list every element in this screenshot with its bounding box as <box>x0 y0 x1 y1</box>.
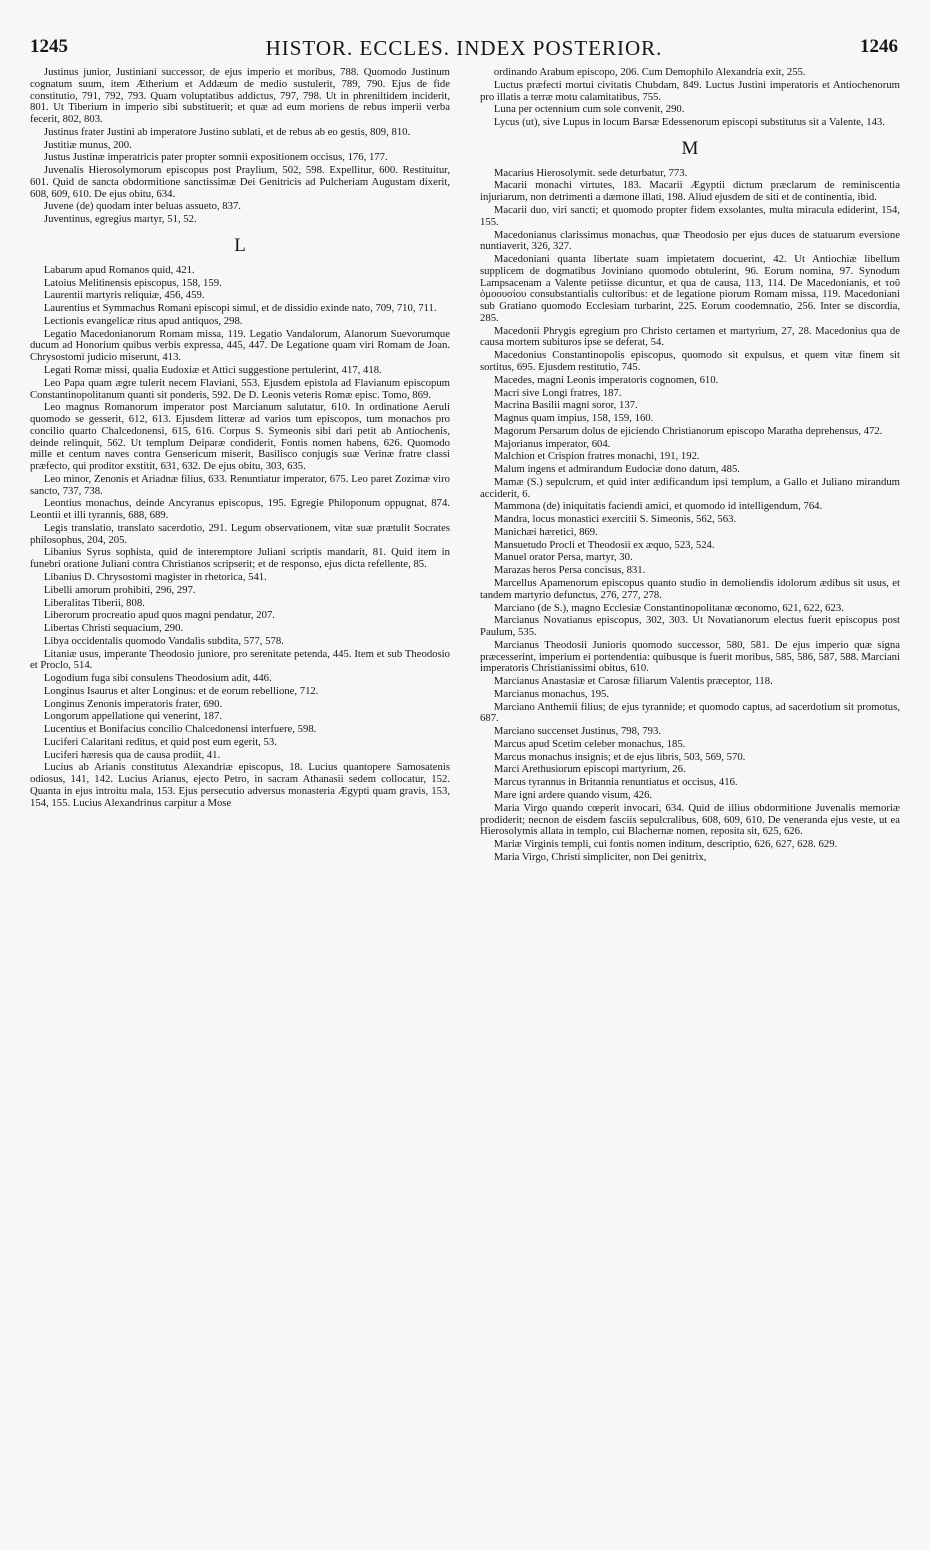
index-entry: Logodium fuga sibi consulens Theodosium adit, 446. <box>43 672 272 685</box>
index-entry: Juventinus, egregius martyr, 51, 52. <box>43 213 197 226</box>
index-entry: Labarum apud Romanos quid, 421. <box>43 263 195 276</box>
index-entry: Marcus apud Scetim celeber monachus, 185. <box>493 737 686 750</box>
index-entry: Mansuetudo Procli et Theodosii ex æquo, 523, 524. <box>493 538 715 551</box>
index-entry: Justitiæ munus, 200. <box>43 138 132 151</box>
index-entry: Longinus Isaurus et alter Longinus: et de eorum rebellione, 712. <box>43 684 319 697</box>
index-entry: Juvenalis Hierosolymorum episcopus post Praylium, 502, 598. Expellitur, 600. Restituitur, 601. Quid de sancta obdormitione sanctissimæ Dei Genitricis ad Pulcheriam Augustam dixerit, 608, 609, 610. De ejus obitu, 634. <box>30 164 450 200</box>
index-entry: Lycus (ut), sive Lupus in locum Barsæ Edessenorum episcopi substitutus sit a Valente, 143. <box>493 116 885 129</box>
index-entry: Luna per octennium cum sole convenit, 290. <box>493 103 685 116</box>
index-entry: Majorianus imperator, 604. <box>493 437 611 450</box>
index-entry: Liberalitas Tiberii, 808. <box>43 596 145 609</box>
index-entry: Marciano succenset Justinus, 798, 793. <box>493 725 662 738</box>
index-entry: Marcianus Anastasiæ et Carosæ filiarum Valentis præceptor, 118. <box>493 675 773 688</box>
index-entry: Mariæ Virginis templi, cui fontis nomen inditum, descriptio, 626, 627, 628. 629. <box>493 838 838 851</box>
index-entry: Magnus quam impius, 158, 159, 160. <box>493 412 654 425</box>
index-entry: Justinus junior, Justiniani successor, de ejus imperio et moribus, 788. Quomodo Justinum cognatum suum, item Ætherium et Addæum de medio sustulerit, 789, 790. Ejus de fide constitutio, 791, 792, 793. Quam voluptatibus addictus, 797, 798. Ut in phreniltidem inciderit, 801. Ut Tiberium in imperio sibi substituerit; et quæ ad eum moriens de rebus imperii verba fecerit, 802, 803. <box>30 66 450 126</box>
index-entry: Leo Papa quam ægre tulerit necem Flaviani, 553. Ejusdem epistola ad Flavianum episcopum Constantinopolitanum quanti sit ponderis, 592. De D. Leonis veteris Romæ episc. Tomo, 869. <box>30 376 450 401</box>
running-header <box>30 36 898 62</box>
index-entry: Marcianus monachus, 195. <box>493 687 610 700</box>
index-entry: Latoius Melitinensis episcopus, 158, 159. <box>43 276 222 289</box>
index-entry: Malchion et Crispion fratres monachi, 191, 192. <box>493 450 700 463</box>
index-entry: Libelli amorum prohibiti, 296, 297. <box>43 583 196 596</box>
index-entry: Macedonius Constantinopolis episcopus, quomodo sit expulsus, et quem vitæ finem sit sortitus, 695. Ejusdem restitutio, 745. <box>480 349 900 373</box>
running-title: HISTOR. ECCLES. INDEX POSTERIOR. <box>265 36 663 60</box>
index-entry: Marci Arethusiorum episcopi martyrium, 26. <box>493 763 686 776</box>
index-entry: Liberorum procreatio apud quos magni pendatur, 207. <box>43 609 275 622</box>
index-entry: Macarii duo, viri sancti; et quomodo propter fidem exsolantes, multa miracula ediderint, 154, 155. <box>480 204 900 228</box>
index-entry: Leontius monachus, deinde Ancyranus episcopus, 195. Egregie Philoponum oppugnat, 874. Leontii et illi tyrannis, 688, 689. <box>30 497 450 522</box>
index-entry: Legatio Macedonianorum Romam missa, 119. Legatio Vandalorum, Alanorum Suevorumque ducum ad Honorium quibus verbis expressa, 445, 447. De Legatione quam viri Romam de Joan. Chrysostomi judicio miserunt, 413. <box>30 327 450 364</box>
index-entry: Litaniæ usus, imperante Theodosio juniore, pro serenitate petenda, 445. Item et sub Theodosio et Proclo, 514. <box>30 647 450 672</box>
index-entry: Lucius ab Arianis constitutus Alexandriæ episcopus, 18. Lucius quantopere Samosatenis odiosus, 141, 142. Lucius Arianus, ejecto Petro, in sacram Athanasii sedem collocatur, 152. Quanta in ejus introitu mala, 153. Ejus persecutio adversus monasteria Ægypti quam gravis, 153, 154, 155. Lucius Alexandrinus carpitur a Mose <box>30 761 450 809</box>
index-entry: Maria Virgo, Christi simpliciter, non Dei genitrix, <box>493 850 707 863</box>
index-entry: Laurentius et Symmachus Romani episcopi simul, et de dissidio exinde nato, 709, 710, 711. <box>43 302 437 315</box>
left-column <box>30 67 450 811</box>
index-entry: Longorum appellatione qui venerint, 187. <box>43 710 222 723</box>
index-entry: Magorum Persarum dolus de ejiciendo Christianorum episcopo Maratha deprehensus, 472. <box>493 424 883 437</box>
index-entry: Libanius Syrus sophista, quid de interemptore Juliani scriptis mandarit, 81. Quid item in funebri oratione Juliani contra Christianos scripserit; et de responso, ejus dicta refellente, 85. <box>30 546 450 571</box>
index-entry: Laurentii martyris reliquiæ, 456, 459. <box>43 289 205 302</box>
index-entry: Mamæ (S.) sepulcrum, et quid inter ædificandum ipsi templum, a Gallo et Juliano mirandum acciderit, 6. <box>480 475 900 500</box>
index-entry: Legati Romæ missi, qualia Eudoxiæ et Attici suggestione pertulerint, 417, 418. <box>43 363 382 376</box>
index-entry: Longinus Zenonis imperatoris frater, 690. <box>43 697 223 710</box>
index-entry: Marciano Anthemii filius; de ejus tyrannide; et quomodo captus, ad sacerdotium sit promotus, 687. <box>480 700 900 725</box>
index-entry: Marciano (de S.), magno Ecclesiæ Constantinopolitanæ œconomo, 621, 622, 623. <box>493 601 844 614</box>
index-entry: Mammona (de) iniquitatis faciendi amici, et quomodo id intelligendum, 764. <box>493 500 823 513</box>
index-entry: Macedes, magni Leonis imperatoris cognomen, 610. <box>493 373 719 386</box>
index-entry: Libertas Christi sequacium, 290. <box>43 622 184 635</box>
index-entry: Macri sive Longi fratres, 187. <box>493 386 622 399</box>
index-entry: Libya occidentalis quomodo Vandalis subdita, 577, 578. <box>43 634 284 647</box>
index-entry: Macarii monachi virtutes, 183. Macarii Ægyptii dictum præclarum de reminiscentia injuriarum, non detrimenti a dæmone illati, 198. Aliud ejusdem de siti et de continentia, ibid. <box>480 179 900 204</box>
index-entry: Mare igni ardere quando visum, 426. <box>493 789 653 801</box>
index-entry: Marcianus Novatianus episcopus, 302, 303. Ut Novatianorum electus fuerit episcopus post Paulum, 535. <box>480 614 900 639</box>
page-number-left: 1245 <box>30 36 68 57</box>
page-number-right: 1246 <box>860 36 898 57</box>
index-entry: Legis translatio, translato sacerdotio, 291. Legum observationem, vitæ suæ prætulit Socrates philosophus, 204, 205. <box>30 521 450 546</box>
index-entry: Macedoniani quanta libertate suam impietatem docuerint, 42. Ut Antiochiæ libellum supplicem de dogmatibus Joviniano quomodo obtulerint, 96. Eorum nomina, 97. Synodum Lampsacenam a Valente petiisse dicuntur, et qua de causa, 113, 114. De Macedonianis, et τοῦ ὁμοουσίου consubstantialis cultoribus: et de legatione piorum Romam missa, 119. Macedoniani sub Gratiano quomodo Ecclesiam turbarint, 225. Eorum coodemnatio, 256. Inter se discordia, 285. <box>480 253 900 324</box>
index-entry: Marazas heros Persa concisus, 831. <box>493 564 646 577</box>
index-entry: Marcus monachus insignis; et de ejus libris, 503, 569, 570. <box>493 750 746 763</box>
index-entry: Marcianus Theodosii Junioris quomodo successor, 580, 581. De ejus imperio quæ signa præcesserint, imperium ei portendentia: quibusque is fuerit moribus, 585, 586, 587, 588. Marciani imperatoris Christianissimi obitus, 610. <box>480 638 900 675</box>
index-entry: Marcus tyrannus in Britannia renuntiatus et occisus, 416. <box>493 776 738 789</box>
index-entry: Maria Virgo quando cœperit invocari, 634. Quid de illius obdormitione Juvenalis memoriæ prodiderit; necnon de eisdem fasciis sepulcralibus, 608, 609, 610. De veneranda ejus veste, ut ea Hierosolymis allata in templo, cui Blachernæ nomen, reposita sit, 625, 626. <box>480 801 900 838</box>
index-entry: Marcellus Apamenorum episcopus quanto studio in demoliendis idolorum ædibus sit usus, et tandem martyrio defunctus, 276, 277, 278. <box>480 576 900 601</box>
index-entry: Macedonianus clarissimus monachus, quæ Theodosio per ejus duces de statuarum eversione nuntiaverit, 326, 327. <box>480 228 900 253</box>
index-entry: Luciferi Calaritani reditus, et quid post eum egerit, 53. <box>43 735 277 748</box>
index-entry: Luctus præfecti mortui civitatis Chubdam, 849. Luctus Justini imperatoris et Antiochenorum pro illatis a terræ motu calamitatibus, 755. <box>480 78 900 103</box>
index-entry: Luciferi hæresis qua de causa prodiit, 41. <box>43 748 221 761</box>
section-letter-l: L <box>234 234 246 256</box>
section-letter-m: M <box>681 137 699 159</box>
index-entry: Macarius Hierosolymit. sede deturbatur, 773. <box>493 166 688 179</box>
index-entry: Malum ingens et admirandum Eudociæ dono datum, 485. <box>493 463 740 476</box>
index-entry: Libanius D. Chrysostomi magister in rhetorica, 541. <box>43 570 267 583</box>
index-entry: Lectionis evangelicæ ritus apud antiquos, 298. <box>43 314 243 327</box>
index-entry: Macrina Basilii magni soror, 137. <box>493 399 638 412</box>
index-entry: Macedonii Phrygis egregium pro Christo certamen et martyrium, 27, 28. Macedonius qua de causa mortem subituros ipse se deferat, 54. <box>480 324 900 349</box>
right-column <box>480 67 900 865</box>
index-entry: Lucentius et Bonifacius concilio Chalcedonensi interfuere, 598. <box>43 723 317 736</box>
index-entry: Juvene (de) quodam inter beluas assueto, 837. <box>43 200 241 213</box>
index-entry: Justus Justinæ imperatricis pater propter somnii expositionem occisus, 176, 177. <box>43 151 388 164</box>
index-entry: Justinus frater Justini ab imperatore Justino sublati, et de rebus ab eo gestis, 809, 810. <box>43 125 411 138</box>
index-entry: Manichæi hæretici, 869. <box>493 525 598 538</box>
index-entry: Manuel orator Persa, martyr, 30. <box>493 551 633 564</box>
index-entry: Mandra, locus monastici exercitii S. Simeonis, 562, 563. <box>493 513 737 526</box>
index-entry: ordinando Arabum episcopo, 206. Cum Demophilo Alexandria exit, 255. <box>493 66 806 78</box>
index-entry: Leo minor, Zenonis et Ariadnæ filius, 633. Renuntiatur imperator, 675. Leo paret Zozimæ viro sancto, 737, 738. <box>30 472 450 497</box>
index-entry: Leo magnus Romanorum imperator post Marcianum salutatur, 610. In ordinatione Aeruli quomodo se gesserit, 612, 613. Ejusdem litteræ ad varios tum episcopos, tum monachos pro concilio quarto Chalcedonensi, 615, 616. Corpus S. Symeonis sibi dari petit ab Antiochenis, deinde relinquit, 562. Ut templum Deiparæ condiderit, Fontis nomen habens, 626. Quomodo mille et centum naves contra Gensericum miserit, Basilisco conjugis suæ Verinæ fratre classi præfecto, qui proditor exstitit, 631, 632. De ejus obitu, 303, 635. <box>30 401 450 473</box>
